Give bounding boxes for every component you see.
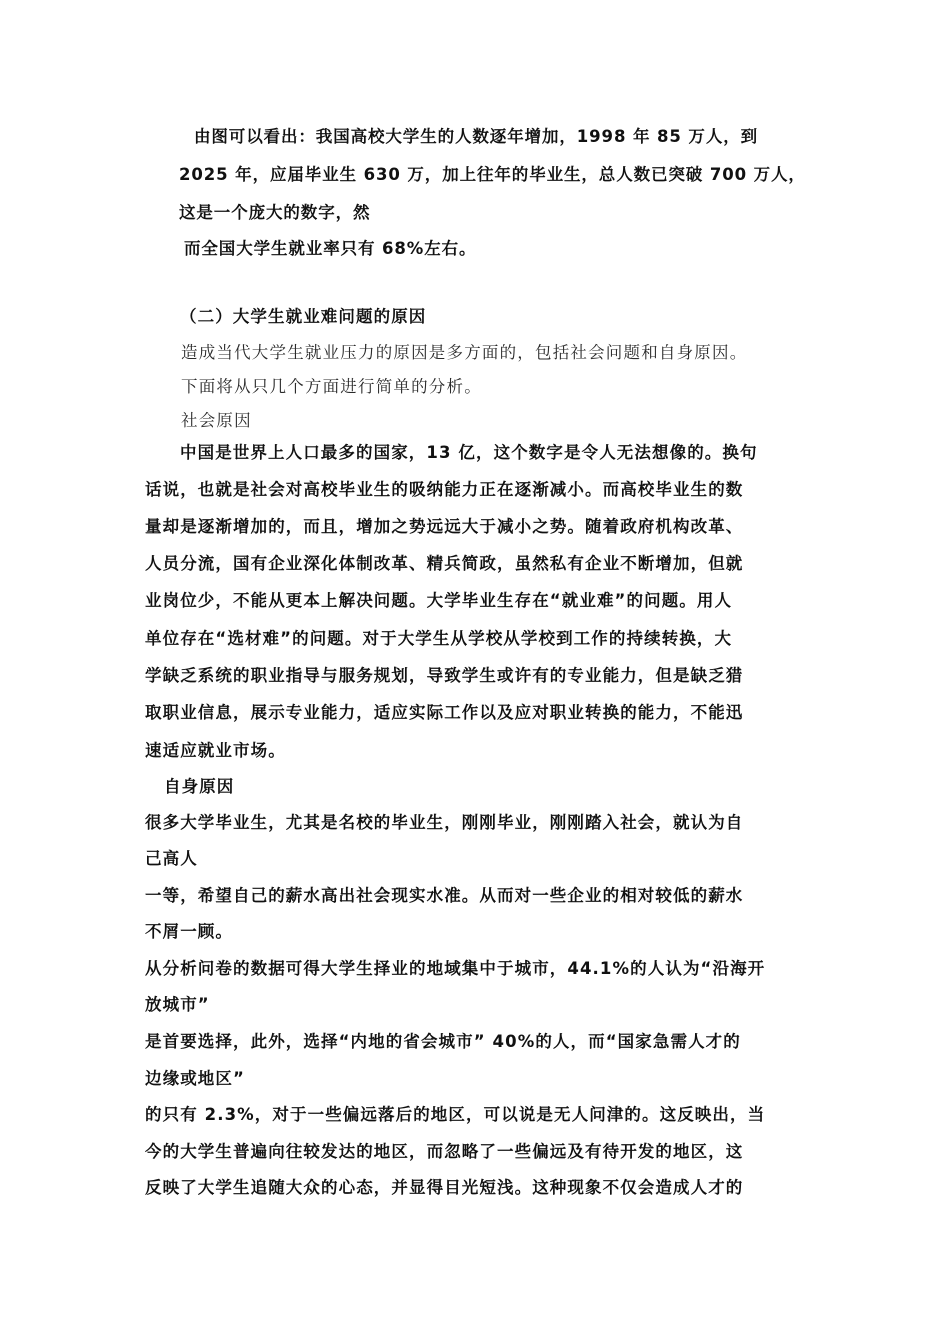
- paragraph-line: 中国是世界上人口最多的国家，13 亿，这个数字是令人无法想像的。换句: [180, 443, 758, 462]
- paragraph-line: 下面将从只几个方面进行简单的分析。: [181, 377, 482, 396]
- paragraph-line: 放城市”: [145, 995, 210, 1014]
- paragraph-line: 从分析问卷的数据可得大学生择业的地域集中于城市，44.1%的人认为“沿海开: [145, 959, 766, 978]
- paragraph-line: 边缘或地区”: [145, 1069, 245, 1088]
- paragraph-line: 一等，希望自己的薪水高出社会现实水准。从而对一些企业的相对较低的薪水: [145, 886, 744, 905]
- intro-line-1: 由图可以看出：我国高校大学生的人数逐年增加，1998 年 85 万人，到: [194, 127, 759, 146]
- paragraph-line: 不屑一顾。: [145, 922, 233, 941]
- paragraph-line: 量却是逐渐增加的，而且，增加之势远远大于减小之势。随着政府机构改革、: [145, 517, 744, 536]
- paragraph-line: 很多大学毕业生，尤其是名校的毕业生，刚刚毕业，刚刚踏入社会，就认为自: [145, 813, 744, 832]
- subheading-social: 社会原因: [181, 411, 252, 430]
- subheading-self: 自身原因: [164, 777, 235, 796]
- paragraph-line: 话说，也就是社会对高校毕业生的吸纳能力正在逐渐减小。而高校毕业生的数: [145, 480, 744, 499]
- paragraph-line: 单位存在“选材难”的问题。对于大学生从学校从学校到工作的持续转换，大: [145, 629, 733, 648]
- paragraph-line: 己高人: [145, 849, 198, 868]
- intro-line-3: 这是一个庞大的数字，然: [179, 203, 371, 222]
- intro-line-4: 而全国大学生就业率只有 68%左右。: [184, 239, 477, 258]
- paragraph-line: 反映了大学生追随大众的心态，并显得目光短浅。这种现象不仅会造成人才的: [145, 1178, 744, 1197]
- intro-line-2: 2025 年，应届毕业生 630 万，加上往年的毕业生，总人数已突破 700 万人，: [179, 165, 806, 184]
- paragraph-line: 取职业信息，展示专业能力，适应实际工作以及应对职业转换的能力，不能迅: [145, 703, 744, 722]
- paragraph-line: 今的大学生普遍向往较发达的地区，而忽略了一些偏远及有待开发的地区，这: [145, 1142, 744, 1161]
- section-heading: （二）大学生就业难问题的原因: [180, 307, 427, 326]
- paragraph-line: 造成当代大学生就业压力的原因是多方面的，包括社会问题和自身原因。: [181, 343, 748, 362]
- paragraph-line: 的只有 2.3%，对于一些偏远落后的地区，可以说是无人问津的。这反映出，当: [145, 1105, 766, 1124]
- paragraph-line: 是首要选择，此外，选择“内地的省会城市” 40%的人，而“国家急需人才的: [145, 1032, 741, 1051]
- paragraph-line: 速适应就业市场。: [145, 741, 286, 760]
- paragraph-line: 人员分流，国有企业深化体制改革、精兵简政，虽然私有企业不断增加，但就: [145, 554, 744, 573]
- paragraph-line: 业岗位少，不能从更本上解决问题。大学毕业生存在“就业难”的问题。用人: [145, 591, 733, 610]
- paragraph-line: 学缺乏系统的职业指导与服务规划，导致学生或许有的专业能力，但是缺乏猎: [145, 666, 744, 685]
